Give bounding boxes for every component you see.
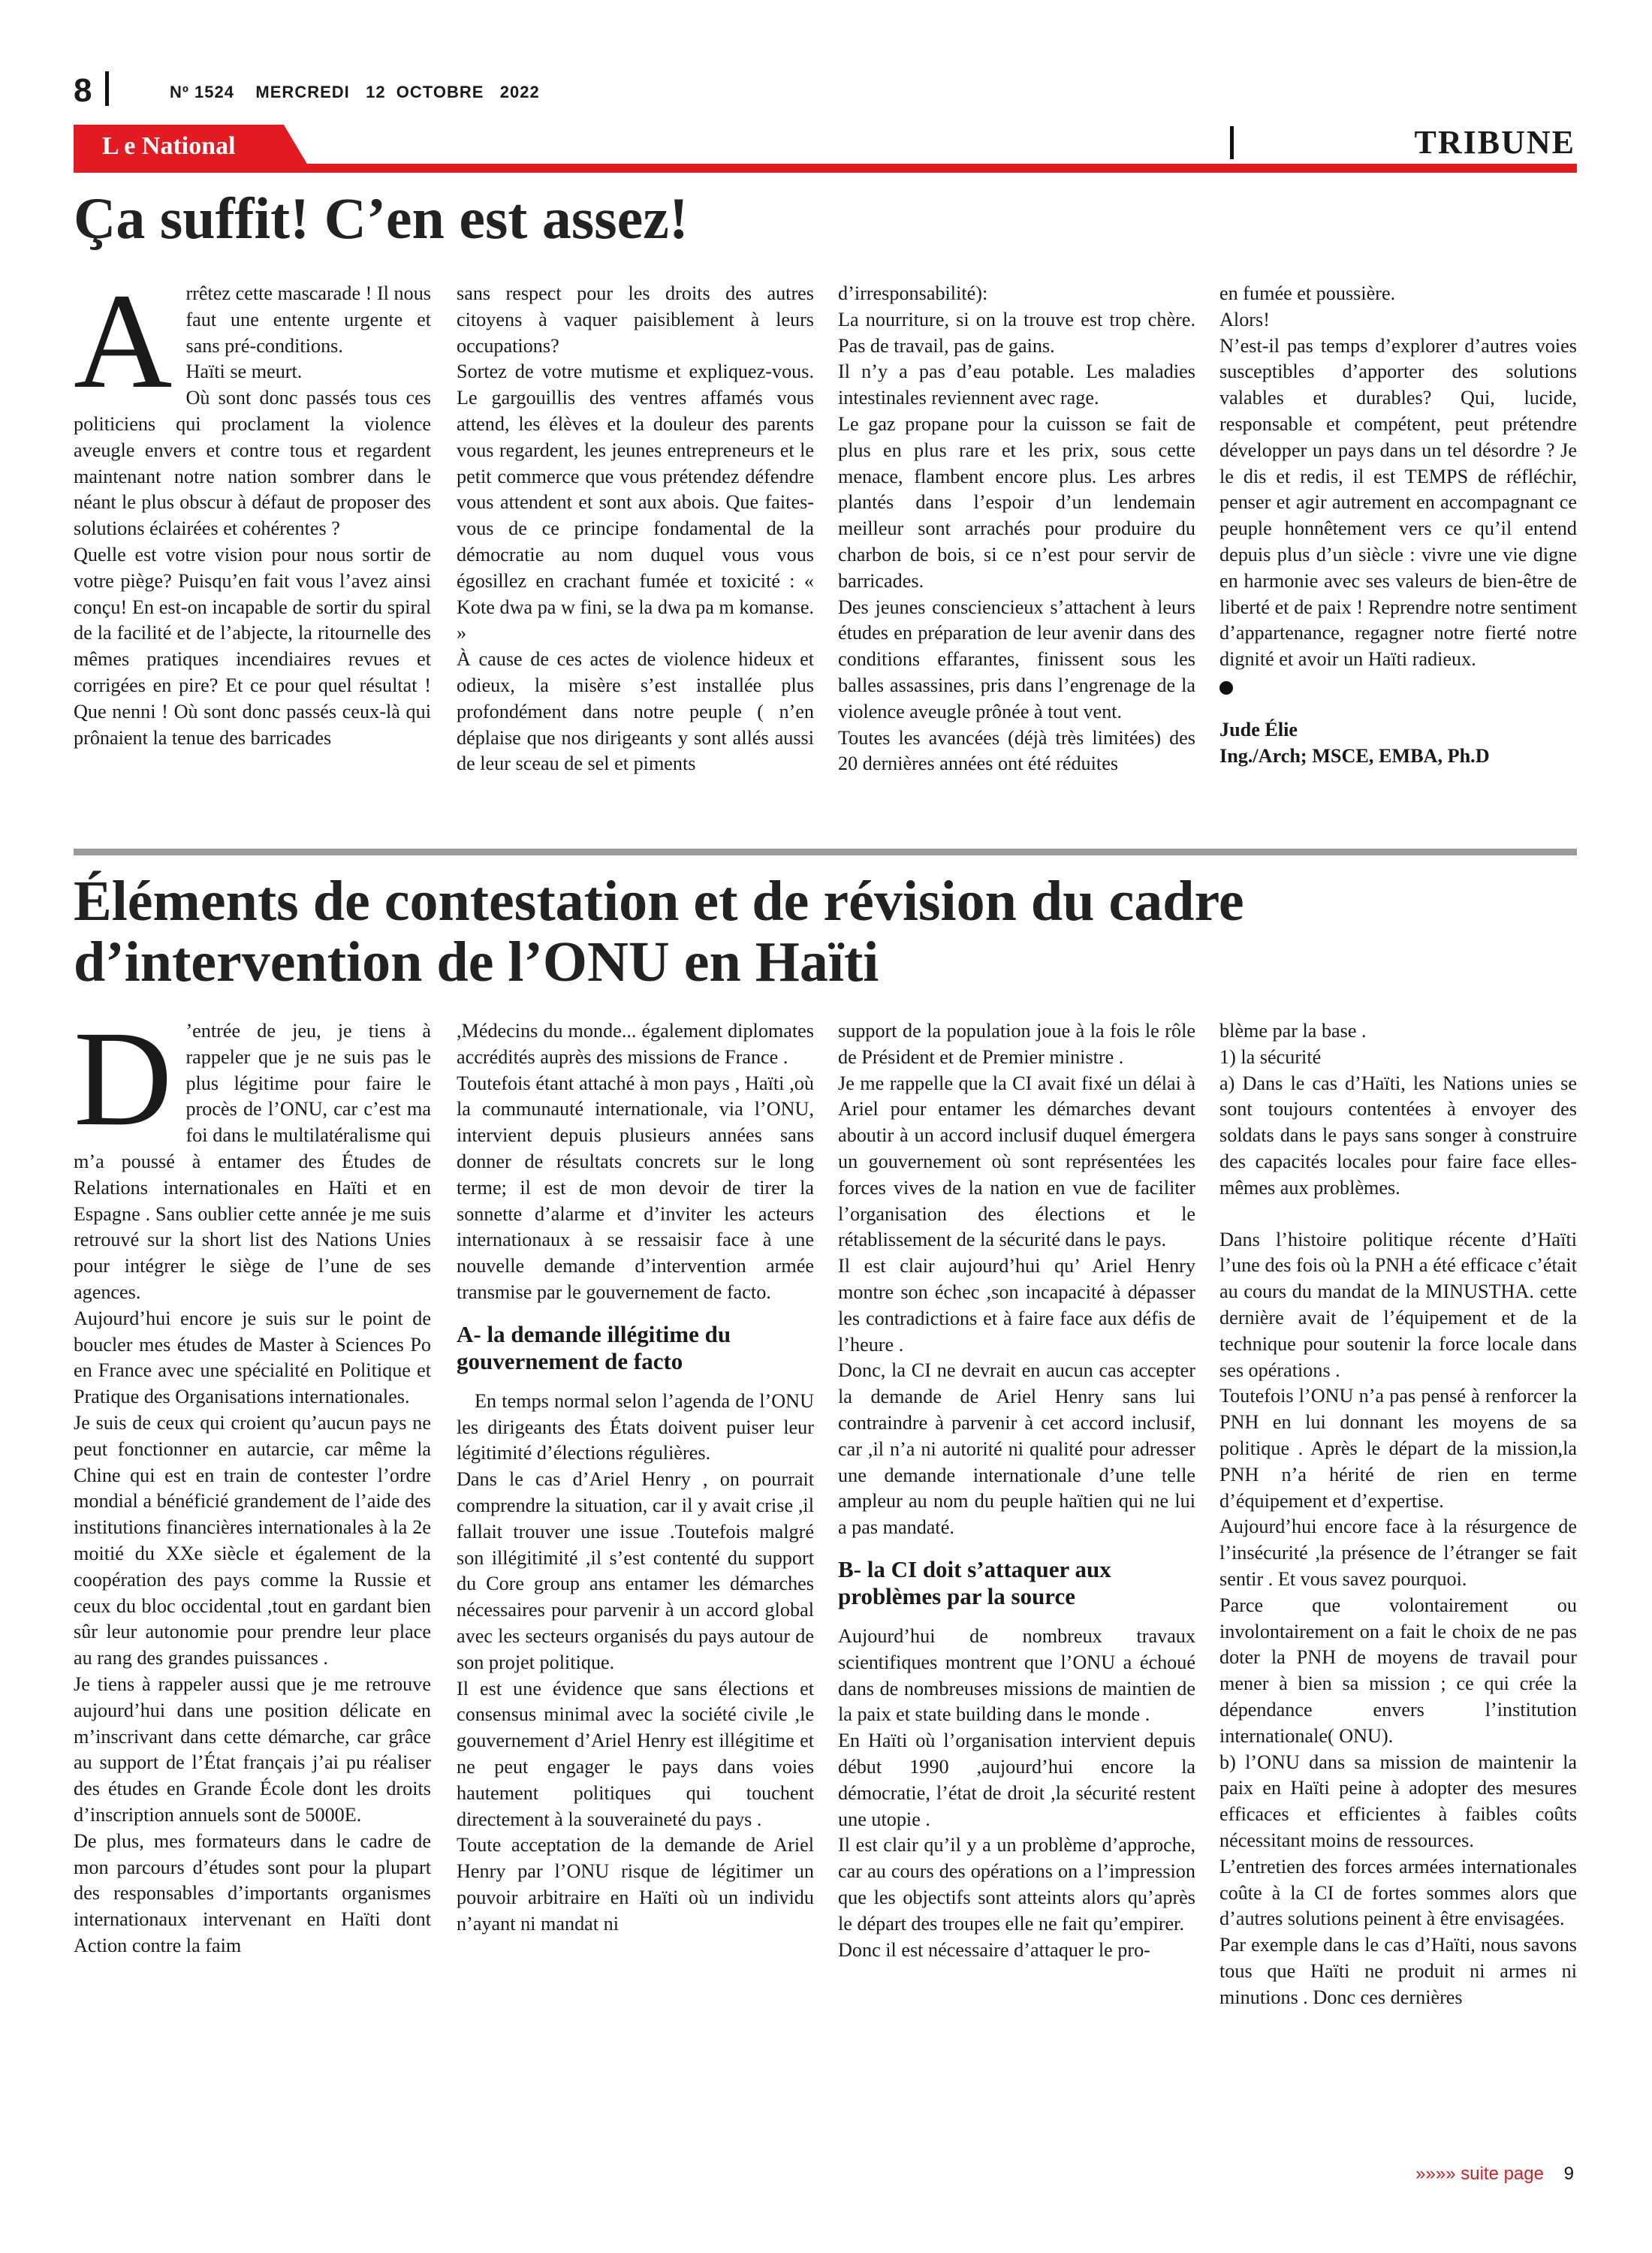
- paragraph: Il est une évidence que sans élections et consensus minimal avec la société civile ,le gouvernement d’Ariel Henry est illégitime et ne peut engager le pays dans voies hautement politiques qui touchent directement à la souveraineté du pays .: [457, 1677, 814, 1830]
- paragraph: Haïti se meurt.: [185, 360, 303, 383]
- section-label: TRIBUNE: [1414, 124, 1575, 161]
- paragraph: Toutefois l’ONU n’a pas pensé à renforcer la PNH en lui donnant les moyens de sa politique . Après le départ de la mission,la PNH n’a hérité de rien en terme d’équipement et d’expertise.: [1219, 1385, 1577, 1512]
- paragraph: rrêtez cette mascarade ! Il nous faut une entente urgente et sans pré-conditions.: [185, 282, 431, 357]
- header-red-rule: [74, 164, 1577, 173]
- article-divider: [74, 849, 1577, 855]
- article1-column-1: [74, 266, 431, 751]
- paragraph: Aujourd’hui de nombreux travaux scientifiques montrent que l’ONU a échoué dans de nombreuses missions de maintien de la paix et state building dans le monde .: [838, 1624, 1195, 1726]
- header-divider: [105, 71, 109, 106]
- article2-title: Éléments de contestation et de révision du cadre d’intervention de l’ONU en Haïti: [74, 870, 1244, 994]
- article1-column-3: [838, 281, 1195, 777]
- paragraph: Parce que volontairement ou involontairement on a fait le choix de ne pas doter la PNH de moyens de travail pour mener à bien sa mission ; ce qui crée la dépendance envers l’institution internationale( ONU).: [1219, 1594, 1577, 1747]
- subheading-b: B- la CI doit s’attaquer aux problèmes par la source: [838, 1555, 1111, 1609]
- paragraph: Des jeunes consciencieux s’attachent à leurs études en préparation de leur avenir dans des conditions effarantes, finissent sous les balles assassines, pris dans l’engrenage de la violence aveugle prônée à tout vent.: [838, 596, 1195, 722]
- paragraph: Aujourd’hui encore je suis sur le point de boucler mes études de Master à Sciences Po en France avec une spécialité en Politique et Pratique des Organisations internationales.: [74, 1307, 431, 1408]
- paragraph: Quelle est votre vision pour nous sortir de votre piège? Puisqu’en fait vous l’avez ainsi conçu! En est-on incapable de sortir du spiral de la facilité et de l’abjecte, la ritournelle des mêmes pratiques incendiaires revues et corrigées en pire? Et ce pour quel résultat ! Que nenni ! Où sont donc passés ceux-là qui prônaient la tenue des barricades: [74, 543, 431, 749]
- paragraph: 1) la sécurité: [1219, 1045, 1322, 1068]
- paragraph: support de la population joue à la fois le rôle de Président et de Premier ministre .: [838, 1020, 1195, 1068]
- paragraph: en fumée et poussière.: [1219, 282, 1396, 304]
- paragraph: Toutes les avancées (déjà très limitées) des 20 dernières années ont été réduites: [838, 726, 1195, 775]
- paragraph: Dans le cas d’Ariel Henry , on pourrait comprendre la situation, car il y avait crise ,il fallait trouver une issue .Toutefois malgré son illégitimité ,il s’est contenté du support du Core group ans entamer les démarches nécessaires pour parvenir à un accord global avec les secteurs organisés du pays autour de son projet politique.: [457, 1468, 814, 1673]
- paragraph: Toutefois étant attaché à mon pays , Haïti ,où la communauté internationale, via l’ONU, intervient depuis plusieurs années sans donner de résultats concrets sur le long terme; il est de mon devoir de tirer la sonnette d’alarme et d’inviter les acteurs internationaux à se ressaisir face à une nouvelle demande d’intervention armée transmise par le gouvernement de facto.: [457, 1072, 814, 1303]
- paragraph: En temps normal selon l’agenda de l’ONU les dirigeants des États doivent puiser leur légitimité d’élections régulières.: [457, 1389, 814, 1464]
- paragraph: De plus, mes formateurs dans le cadre de mon parcours d’études sont pour la plupart des responsables d’importants organismes internationaux intervenant en Haïti dont Action contre la faim: [74, 1829, 431, 1956]
- paragraph: Dans l’histoire politique récente d’Haïti l’une des fois où la PNH a été efficace c’était au cours du mandat de la MINUSTHA. cette dernière avait de l’équipement et de la technique pour soutenir la force locale dans ses opérations .: [1219, 1228, 1577, 1381]
- paragraph: Toute acceptation de la demande de Ariel Henry par l’ONU risque de légitimer un pouvoir arbitraire en Haïti où un individu n’ayant ni mandat ni: [457, 1834, 814, 1935]
- paragraph: N’est-il pas temps d’explorer d’autres voies susceptibles d’apporter des solutions valables et durables? Qui, lucide, responsable et compétent, peut prétendre développer un pays dans un tel désordre ? Je le dis et redis, il est TEMPS de réfléchir, penser et agir autrement en accompagnant ce peuple honnêtement vers ce qu’il entend depuis plus d’un siècle : vivre une vie digne en harmonie avec ses valeurs de bien-être de liberté et de paix ! Reprendre notre sentiment d’appartenance, regagner notre fierté notre dignité et avoir un Haïti radieux.: [1219, 334, 1577, 671]
- article1-column-4: [1219, 281, 1577, 769]
- end-mark-icon: [1219, 681, 1233, 695]
- paragraph: Par exemple dans le cas d’Haïti, nous savons tous que Haïti ne produit ni armes ni minutions . Donc ces dernières: [1219, 1934, 1577, 2008]
- paragraph: En Haïti où l’organisation intervient depuis début 1990 ,aujourd’hui encore la démocratie, l’état de droit ,la sécurité restent une utopie .: [838, 1730, 1195, 1830]
- continued-on-page[interactable]: [1406, 2143, 1574, 2185]
- issue-date-line: Nº 1524 MERCREDI 12 OCTOBRE 2022: [170, 83, 540, 101]
- paragraph: ’entrée de jeu, je tiens à rappeler que je ne suis pas le plus légitime pour faire le procès de l’ONU, car c’est ma foi dans le multilatéralisme qui m’a poussé à entamer des Études de Relations internationales en Haïti et en Espagne . Sans oublier cette année je me suis retrouvé sur la short list des Nations Unies pour intégrer le siège de l’une de ses agences.: [74, 1020, 431, 1303]
- paragraph: Le gaz propane pour la cuisson se fait de plus en plus rare et les prix, sous cette menace, flambent encore plus. Les arbres plantés dans l’espoir d’un lendemain meilleur sont arrachés pour produire du charbon de bois, si ce n’est pour servir de barricades.: [838, 412, 1195, 592]
- brand-logo-text: L e National: [102, 132, 236, 160]
- paragraph: Sortez de votre mutisme et expliquez-vous. Le gargouillis des ventres affamés vous attend, les élèves et la douleur des parents vous regardent, les jeunes entrepreneurs et le petit commerce que vous prétendez défendre vous attendent et sont aux abois. Que faites-vous de ce principe fondamental de la démocratie au nom duquel vous vous égosillez en crachant fumée et toxicité : « Kote dwa pa w fini, se la dwa pa m komanse. »: [457, 360, 814, 644]
- article2-column-1: [74, 1003, 431, 1959]
- paragraph: blème par la base .: [1219, 1020, 1367, 1042]
- article2-column-2: [457, 1018, 814, 1938]
- paragraph: Je suis de ceux qui croient qu’aucun pays ne peut fonctionner en autarcie, car même la Chine qui est en train de contester l’ordre mondial a bénéficié grandement de l’aide des institutions financières internationales à la 2e moitié du XXe siècle et également de la coopération des pays comme la Russie et ceux du bloc occidental ,tout en gardant bien sûr leur autonomie pour prendre leur place au rang des grandes puissances .: [74, 1411, 431, 1669]
- paragraph: La nourriture, si on la trouve est trop chère. Pas de travail, pas de gains.: [838, 308, 1195, 357]
- author-name: Jude Élie: [1219, 718, 1298, 740]
- paragraph: À cause de ces actes de violence hideux et odieux, la misère s’est installée plus profondément dans notre peuple ( n’en déplaise que nos dirigeants y sont allés aussi de leur sceau de sel et piments: [457, 648, 814, 775]
- subheading-a: A- la demande illégitime du gouvernement de facto: [457, 1320, 731, 1374]
- article1-title: Ça suffit! C’en est assez!: [74, 185, 689, 251]
- paragraph: b) l’ONU dans sa mission de maintenir la paix en Haïti peine à adopter des mesures efficaces et efficientes à faibles coûts nécessitant moins de ressources.: [1219, 1751, 1577, 1851]
- paragraph: Il est clair qu’il y a un problème d’approche, car au cours des opérations on a l’impression que les objectifs sont atteints alors qu’après le départ des troupes elle ne fait qu’empirer.: [838, 1834, 1195, 1935]
- paragraph: a) Dans le cas d’Haïti, les Nations unies se sont toujours contentées à envoyer des soldats dans le pays sans songer à construire des capacités locales pour faire face elles-mêmes aux problèmes.: [1219, 1072, 1577, 1199]
- paragraph: Il est clair aujourd’hui qu’ Ariel Henry montre son échec ,son incapacité à dépasser les contradictions et à faire face aux défis de l’heure .: [838, 1255, 1195, 1356]
- paragraph: Je tiens à rappeler aussi que je me retrouve aujourd’hui dans une position délicate en m’inscrivant dans cette démarche, car grâce au support de l’État français j’ai pu réaliser des études en Grande École dont les droits d’inscription annuels sont de 5000E.: [74, 1672, 431, 1826]
- paragraph: L’entretien des forces armées internationales coûte à la CI de fortes sommes alors que d’autres solutions peinent à être envisagées.: [1219, 1855, 1577, 1930]
- paragraph: Alors!: [1219, 308, 1270, 330]
- paragraph: ,Médecins du monde... également diplomates accrédités auprès des missions de France .: [457, 1020, 814, 1068]
- continued-page-number: 9: [1563, 2164, 1574, 2184]
- paragraph: Donc il est nécessaire d’attaquer le pro-: [838, 1938, 1150, 1961]
- article2-column-3: [838, 1018, 1195, 1963]
- article1-column-2: [457, 281, 814, 777]
- article1-drop-cap: A: [74, 266, 173, 417]
- page-number: 8: [74, 72, 92, 109]
- author-credentials: Ing./Arch; MSCE, EMBA, Ph.D: [1219, 744, 1490, 767]
- article2-column-4: [1219, 1018, 1577, 2010]
- paragraph: Donc, la CI ne devrait en aucun cas accepter la demande de Ariel Henry sans lui contraindre à parvenir à cet accord inclusif, car ,il n’a ni autorité ni qualité pour adresser une demande internationale d’une telle ampleur au nom du peuple haïtien qui ne lui a pas mandaté.: [838, 1359, 1195, 1539]
- continued-label: »»»» suite page: [1415, 2164, 1544, 2184]
- paragraph: d’irresponsabilité):: [838, 282, 988, 304]
- section-divider: [1230, 126, 1234, 159]
- paragraph: Aujourd’hui encore face à la résurgence de l’insécurité ,la présence de l’étranger se fait sentir . Et vous savez pourquoi.: [1219, 1516, 1577, 1590]
- paragraph: Où sont donc passés tous ces politiciens qui proclament la violence aveugle envers et contre tous et regardent maintenant notre nation sombrer dans le néant le plus obscur à défaut de proposer des solutions éclairées et cohérentes ?: [74, 387, 431, 540]
- article2-drop-cap: D: [74, 1003, 173, 1154]
- paragraph: Il n’y a pas d’eau potable. Les maladies intestinales reviennent avec rage.: [838, 360, 1195, 409]
- paragraph: sans respect pour les droits des autres citoyens à vaquer paisiblement à leurs occupations?: [457, 282, 814, 357]
- paragraph: Je me rappelle que la CI avait fixé un délai à Ariel pour entamer les démarches devant aboutir à un accord inclusif duquel émergera un gouvernement où sont représentées les forces vives de la nation en vue de faciliter l’organisation des élections et le rétablissement de la sécurité dans le pays.: [838, 1072, 1195, 1251]
